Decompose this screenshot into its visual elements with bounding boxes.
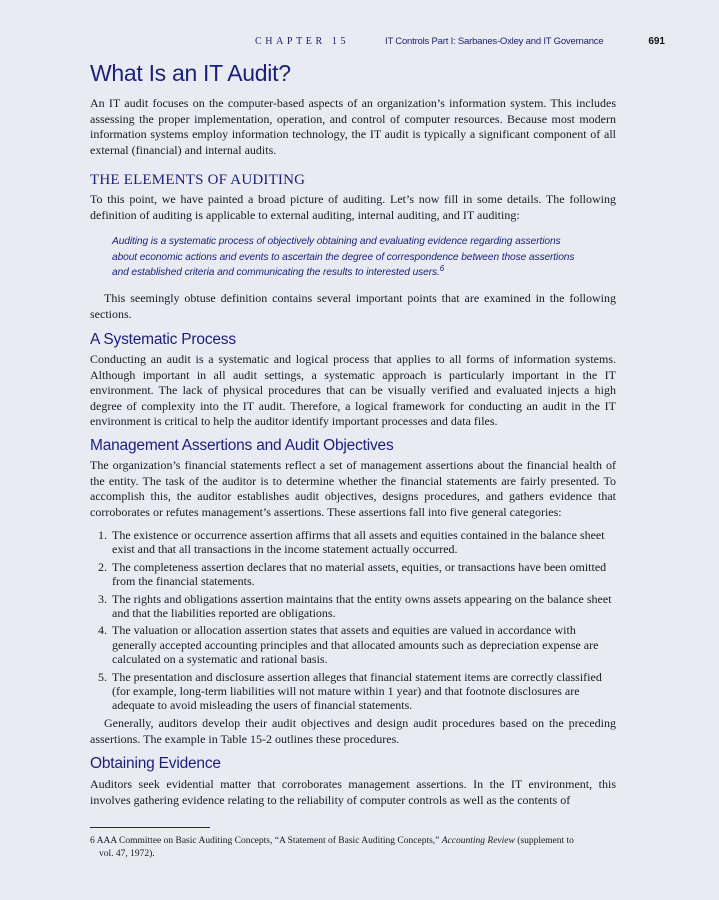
- footnote-journal: Accounting Review: [441, 836, 515, 846]
- footnote: [90, 835, 616, 861]
- elements-heading: THE ELEMENTS OF AUDITING: [90, 172, 306, 188]
- page-number: 691: [648, 36, 665, 47]
- item-text: The existence or occurrence assertion affirms that all assets and equities contained in the balance sheet exist and that all transactions in the income statement actually occurred.: [112, 528, 605, 557]
- footnote-text: AAA Committee on Basic Auditing Concepts, “A Statement of Basic Auditing Concepts,”: [96, 836, 442, 846]
- definition-followup: This seemingly obtuse definition contains several important points that are examined in the following sections.: [90, 291, 616, 321]
- quote-text: and established criteria and communicating the results to interested users.: [112, 267, 440, 278]
- footnote-ref[interactable]: 6: [439, 264, 445, 273]
- item-number: 2.: [98, 559, 107, 574]
- footnote-line: [90, 835, 616, 848]
- assertions-closing: Generally, auditors develop their audit objectives and design audit procedures based on the preceding assertions. The example in Table 15-2 outlines these procedures.: [90, 716, 616, 746]
- list-item: [90, 670, 616, 713]
- item-number: 3.: [98, 591, 107, 606]
- running-head: [255, 36, 665, 50]
- systematic-heading: A Systematic Process: [90, 331, 236, 348]
- item-text: The rights and obligations assertion maintains that the entity owns assets appearing on the balance sheet and that the liabilities reported are obligations.: [112, 591, 612, 621]
- evidence-heading: Obtaining Evidence: [90, 755, 221, 772]
- list-item: [90, 623, 616, 666]
- list-item: [90, 592, 616, 621]
- assertion-list: [90, 528, 616, 716]
- evidence-paragraph: Auditors seek evidential matter that corroborates management assertions. In the IT environment, this involves gathering evidence relating to the reliability of computer controls as well as the contents of: [90, 777, 616, 807]
- quote-line: about economic actions and events to ascertain the degree of correspondence between those assertions: [112, 251, 575, 263]
- definition-quote: [112, 234, 616, 281]
- item-number: 4.: [98, 623, 107, 638]
- item-number: 1.: [98, 528, 107, 542]
- elements-paragraph: To this point, we have painted a broad picture of auditing. Let’s now fill in some details. The following definition of auditing is applicable to external auditing, internal auditing, and IT auditing:: [90, 192, 616, 222]
- footnote-divider: [90, 827, 210, 828]
- quote-line: Auditing is a systematic process of objectively obtaining and evaluating evidence regarding assertions: [112, 236, 561, 247]
- chapter-title: IT Controls Part I: Sarbanes-Oxley and IT Governance: [385, 36, 604, 47]
- assertions-heading: Management Assertions and Audit Objectives: [90, 437, 394, 454]
- footnote-continuation: vol. 47, 1972).: [99, 849, 155, 859]
- item-text: The presentation and disclosure assertion alleges that financial statement items are correctly classified (for example, long-term liabilities will not mature within 1 year) and that footnote disclosures are adequate to avoid misleading the users of financial statements.: [112, 669, 602, 713]
- item-text: The valuation or allocation assertion states that assets and equities are valued in accordance with generally accepted accounting principles and that allocated amounts such as depreciation expense are calculated on a systematic and rational basis.: [112, 623, 599, 667]
- list-item: [90, 528, 616, 557]
- intro-paragraph: An IT audit focuses on the computer-based aspects of an organization’s information system. This includes assessing the proper implementation, operation, and control of computer resources. Because most modern information systems employ information technology, the IT audit is typically a significant component of all external (financial) and internal audits.: [90, 96, 616, 157]
- systematic-paragraph: Conducting an audit is a systematic and logical process that applies to all forms of information systems. Although important in all audit settings, a systematic approach is particularly important in the IT environment. The lack of physical procedures that can be visually verified and evaluated injects a high degree of complexity into the IT audit. Therefore, a logical framework for conducting an audit in the IT environment is critical to help the auditor identify important processes and data files.: [90, 352, 616, 429]
- page-title: What Is an IT Audit?: [90, 60, 291, 86]
- footnote-number: 6: [90, 836, 95, 846]
- list-item: [90, 560, 616, 589]
- footnote-text-end: (supplement to: [514, 836, 574, 846]
- quote-line: [112, 265, 616, 281]
- assertions-paragraph: The organization’s financial statements reflect a set of management assertions about the financial health of the entity. The task of the auditor is to determine whether the financial statements are fairly presented. To accomplish this, the auditor establishes audit objectives, designs procedures, and gathers evidence that corroborates or refutes management’s assertions. These assertions fall into five general categories:: [90, 458, 616, 519]
- item-number: 5.: [98, 669, 107, 684]
- chapter-label: CHAPTER 15: [255, 36, 350, 47]
- item-text: The completeness assertion declares that no material assets, equities, or transactions have been omitted from the financial statements.: [112, 559, 607, 589]
